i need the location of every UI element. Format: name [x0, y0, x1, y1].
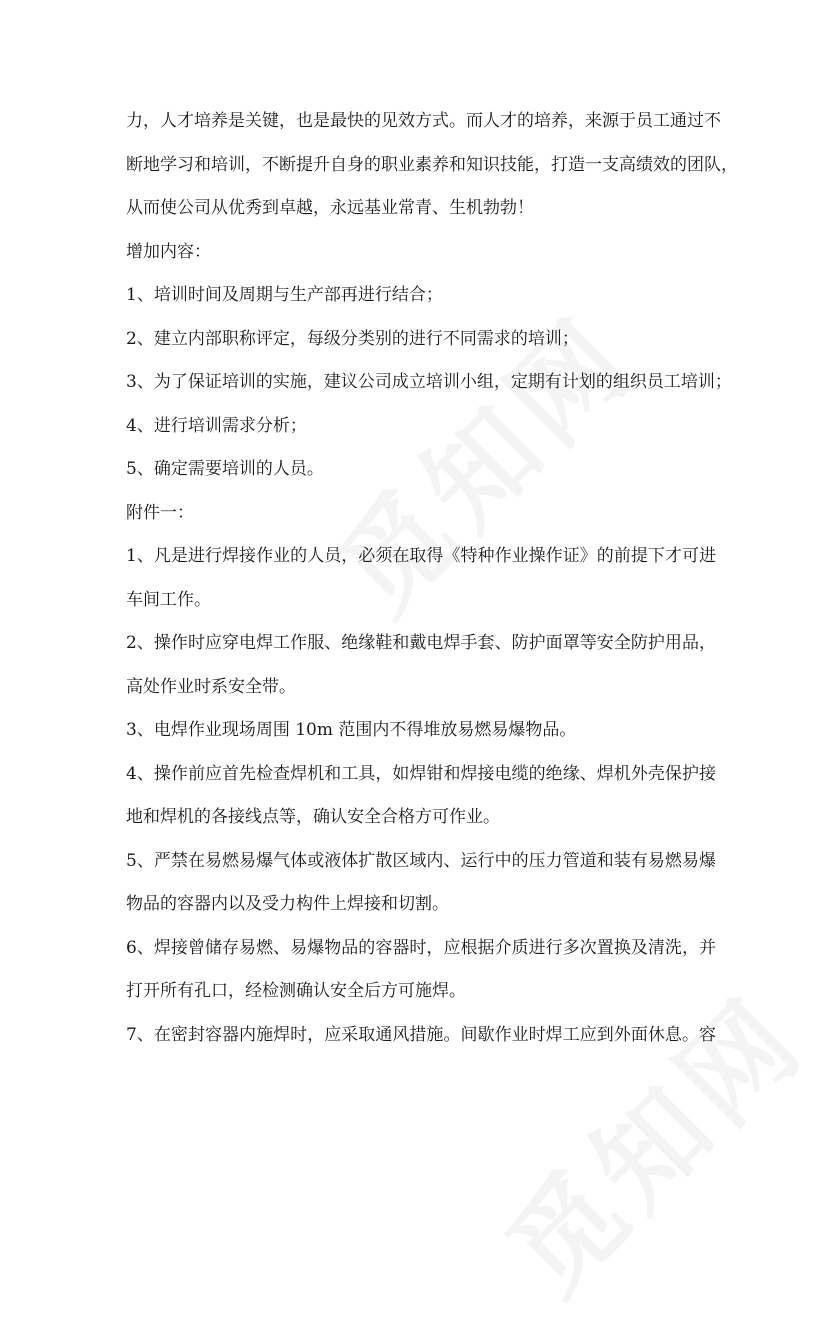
- list-item-continuation: 高处作业时系安全带。: [126, 676, 296, 697]
- paragraph-line: 断地学习和培训，不断提升自身的职业素养和知识技能，打造一支高绩效的团队，: [126, 154, 738, 175]
- list-item: 5、确定需要培训的人员。: [126, 459, 324, 479]
- list-item: 5、严禁在易燃易爆气体或液体扩散区域内、运行中的压力管道和装有易燃易爆: [126, 850, 716, 871]
- paragraph-line: 从而使公司从优秀到卓越，永远基业常青、生机勃勃！: [126, 198, 534, 218]
- list-item: 3、为了保证培训的实施，建议公司成立培训小组，定期有计划的组织员工培训；: [126, 372, 732, 392]
- document-body: [126, 100, 738, 1057]
- list-item: 2、操作时应穿电焊工作服、绝缘鞋和戴电焊手套、防护面罩等安全防护用品，: [126, 633, 716, 653]
- list-item: 3、电焊作业现场周围 10m 范围内不得堆放易燃易爆物品。: [126, 720, 577, 740]
- list-item: 2、建立内部职称评定，每级分类别的进行不同需求的培训；: [126, 328, 579, 349]
- section-heading: 增加内容：: [126, 241, 211, 262]
- list-item: 1、凡是进行焊接作业的人员，必须在取得《特种作业操作证》的前提下才可进: [126, 546, 716, 566]
- list-item: 1、培训时间及周期与生产部再进行结合；: [126, 285, 443, 305]
- paragraph-line: 力，人才培养是关键，也是最快的见效方式。而人才的培养，来源于员工通过不: [126, 111, 721, 131]
- list-item: 4、进行培训需求分析；: [126, 415, 307, 436]
- list-item-continuation: 打开所有孔口，经检测确认安全后方可施焊。: [126, 981, 466, 1001]
- list-item: 7、在密封容器内施焊时，应采取通风措施。间歇作业时焊工应到外面休息。容: [126, 1024, 716, 1045]
- list-item-continuation: 物品的容器内以及受力构件上焊接和切割。: [126, 894, 449, 914]
- section-heading: 附件一：: [126, 502, 194, 523]
- list-item-continuation: 车间工作。: [126, 589, 211, 610]
- list-item: 6、焊接曾储存易燃、易爆物品的容器时，应根据介质进行多次置换及清洗，并: [126, 937, 716, 958]
- list-item-continuation: 地和焊机的各接线点等，确认安全合格方可作业。: [126, 807, 500, 827]
- list-item: 4、操作前应首先检查焊机和工具，如焊钳和焊接电缆的绝缘、焊机外壳保护接: [126, 763, 716, 784]
